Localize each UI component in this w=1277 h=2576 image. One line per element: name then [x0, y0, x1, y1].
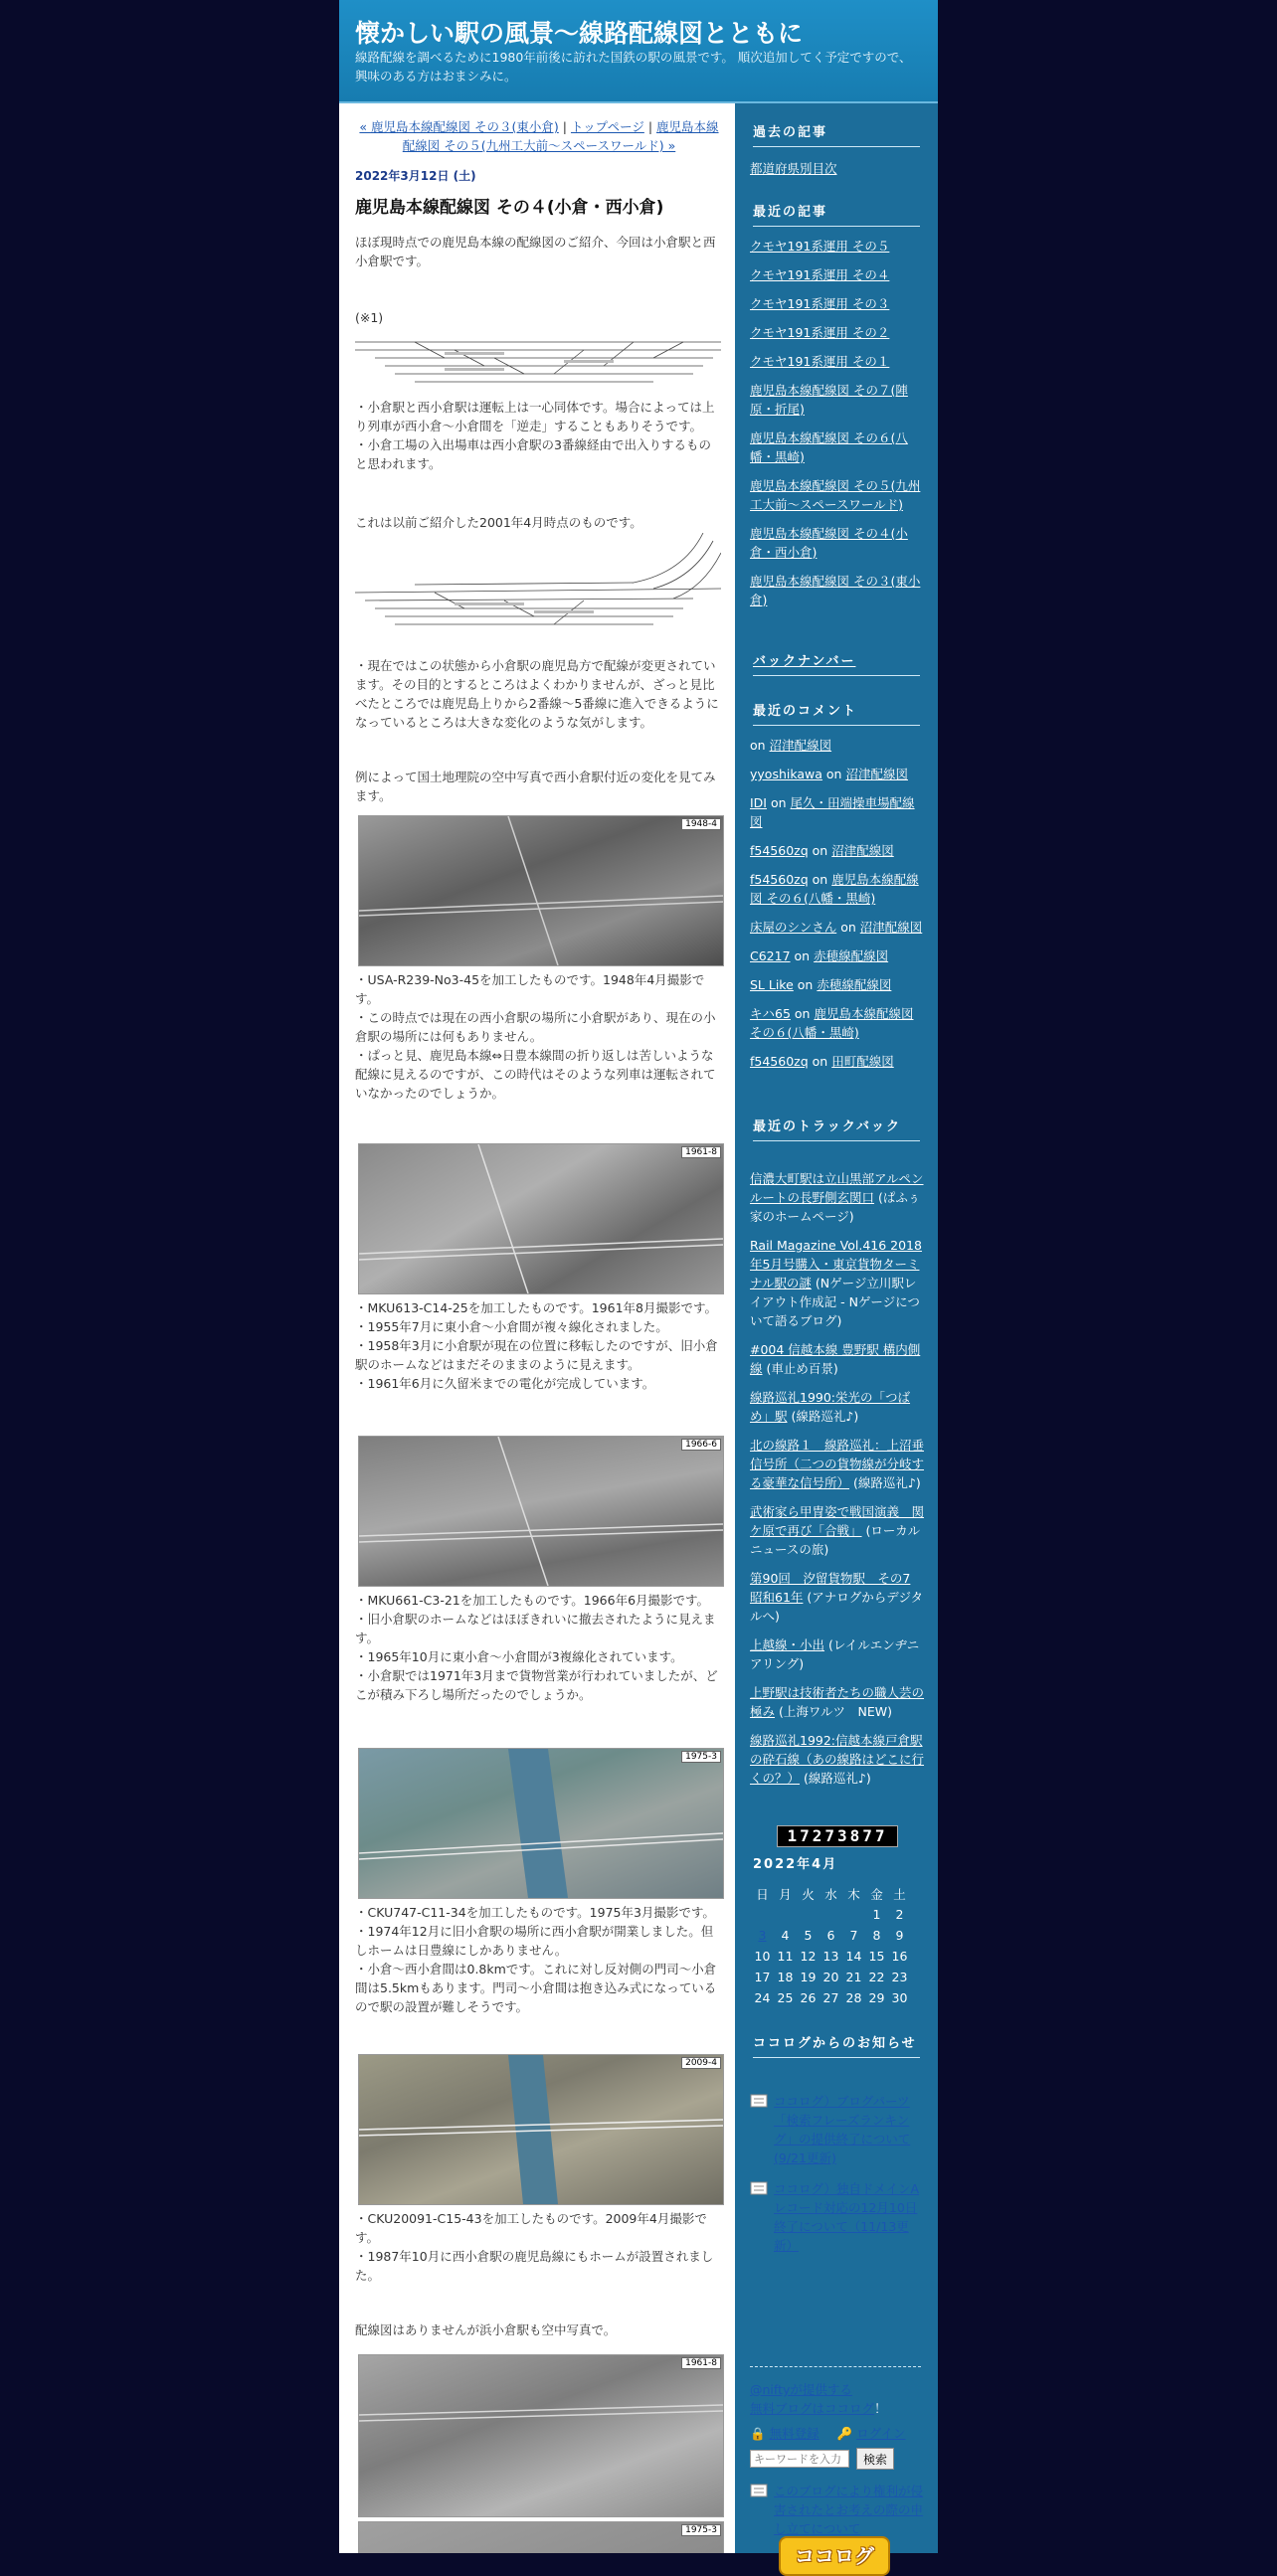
photo-year-label: 2009-4 — [681, 2057, 721, 2069]
comment-item: f54560zq on 沼津配線図 — [750, 843, 894, 858]
recent-articles-heading: 最近の記事 — [753, 203, 920, 227]
recent-article-link[interactable]: クモヤ191系運用 その５ — [750, 239, 890, 254]
recent-article-link[interactable]: クモヤ191系運用 その１ — [750, 354, 890, 369]
comment-link[interactable]: 尾久・田端操車場配線図 — [750, 795, 915, 829]
comment-link[interactable]: 田町配線図 — [831, 1054, 894, 1069]
trackback-item: 北の線路１ 線路巡礼：上沼垂信号所（二つの貨物線が分岐する豪華な信号所） (線路巡礼♪) — [750, 1438, 925, 1490]
free-blog-link[interactable]: 無料ブログはココログ — [750, 2401, 875, 2416]
recent-article-link[interactable]: 鹿児島本線配線図 その７(陣原・折尾) — [750, 383, 908, 417]
commenter-link[interactable]: 床屋のシンさん — [750, 920, 837, 935]
commenter-link[interactable]: SL Like — [750, 977, 794, 992]
aerial-intro: 例によって国土地理院の空中写真で西小倉駅付近の変化を見てみます。 — [355, 770, 716, 803]
next-entry-link[interactable]: 鹿児島本線配線図 その５(九州工大前～スペースワールド) » — [402, 119, 719, 153]
photo-caption: ・CKU747-C11-34を加工したものです。1975年3月撮影です。 ・1974年12月に旧小倉駅の場所に西小倉駅が開業しました。但しホームは日豊線にしかありません。 ・小倉～西小倉間は0.8kmです。これに対し反対側の門司～小倉間は5.5kmもあります。門司～小倉間は抱き込み式になっているので駅の設置が難しそうです。 — [355, 1905, 717, 2014]
entry-title: 鹿児島本線配線図 その４(小倉・西小倉) — [355, 198, 664, 218]
calendar-week: 1 2 — [872, 1907, 904, 1922]
calendar-title: 2022年4月 — [753, 1857, 838, 1872]
register-link[interactable]: 無料登録 — [769, 2426, 820, 2441]
trackback-item: 線路巡礼1992:信越本線戸倉駅の砕石線（あの線路はどこに行くの？） (線路巡礼♪) — [750, 1733, 925, 1786]
notice-icon — [750, 2094, 768, 2108]
photo-caption: ・MKU613-C14-25を加工したものです。1961年8月撮影です。 ・1955年7月に東小倉～小倉間が複々線化されました。 ・1958年3月に小倉駅が現在の位置に移転したのですが、旧小倉駅のホームなどはまだそのままのように見えます。 ・1961年6月に久留米までの電化が完成しています。 — [355, 1300, 718, 1391]
comment-item: キハ65 on 鹿児島本線配線図 その６(八幡・黒崎) — [750, 1006, 914, 1040]
recent-comments-heading: 最近のコメント — [753, 702, 920, 726]
photo-caption: ・USA-R239-No3-45を加工したものです。1948年4月撮影です。 ・この時点では現在の西小倉駅の場所に小倉駅があり、現在の小倉駅の場所には何もありません。 ・ぱっと見、鹿児島本線⇔日豊本線間の折り返しは苦しいような配線に見えるのですが、この時代はそのような列車は運転されていなかったのでしょうか。 — [355, 972, 716, 1101]
aerial-photo[interactable] — [358, 2354, 724, 2517]
trackback-link[interactable]: 第90回 汐留貨物駅 その7 昭和61年 — [750, 1571, 911, 1605]
cocolog-news-heading: ココログからのお知らせ — [753, 2034, 920, 2058]
trackback-link[interactable]: 上越線・小出 — [750, 1637, 825, 1652]
news-link[interactable]: ココログ）独自ドメインAレコード対応の12月10日終了について（11/13更新） — [774, 2181, 920, 2253]
comment-link[interactable]: 沼津配線図 — [859, 920, 923, 935]
recent-trackbacks-list — [750, 1169, 925, 1798]
aerial-photo-image — [359, 1144, 723, 1293]
photo-year-label: 1966-6 — [681, 1439, 721, 1451]
recent-article-link[interactable]: 鹿児島本線配線図 その６(八幡・黒崎) — [750, 430, 908, 464]
photo-caption: ・MKU661-C3-21を加工したものです。1966年6月撮影です。 ・旧小倉駅のホームなどはほぼきれいに撤去されたように見えます。 ・1965年10月に東小倉～小倉間が3複線化されています。 ・小倉駅では1971年3月まで貨物営業が行われていましたが、どこが積み下ろし場所だったのでしょうか。 — [355, 1593, 718, 1702]
commenter-link[interactable]: キハ65 — [750, 1006, 791, 1021]
login-icon: 🔑 — [836, 2426, 853, 2441]
trackback-link[interactable]: 信濃大町駅は立山黒部アルペンルートの長野側玄関口 — [750, 1171, 924, 1205]
trackback-item: 線路巡礼1990:栄光の「つばめ」駅 (線路巡礼♪) — [750, 1390, 911, 1424]
rights-report-link[interactable]: このブログにより権利が侵害されたとお考えの際の申し立てについて — [774, 2484, 924, 2536]
backnumber-heading[interactable] — [753, 652, 920, 676]
aerial-photo[interactable] — [358, 815, 724, 966]
news-link[interactable]: ココログ）ブログパーツ「検索フレーズランキング」の提供終了について(9/21更新) — [774, 2094, 911, 2165]
comment-item: f54560zq on 鹿児島本線配線図 その６(八幡・黒崎) — [750, 872, 919, 906]
access-counter: 17273877 — [777, 1825, 898, 1847]
diagram-history-note: これは以前ご紹介した2001年4月時点のものです。 — [355, 515, 642, 530]
notice-icon — [750, 2484, 768, 2497]
recent-article-link[interactable]: クモヤ191系運用 その２ — [750, 325, 890, 340]
note-mark: (※1) — [355, 310, 384, 325]
comment-link[interactable]: 赤穂線配線図 — [817, 977, 892, 992]
aerial-photo-image — [359, 1437, 723, 1586]
commenter-link[interactable]: f54560zq — [750, 872, 809, 887]
comment-item: IDI on 尾久・田端操車場配線図 — [750, 795, 915, 829]
commenter-link[interactable]: f54560zq — [750, 843, 809, 858]
trackback-link[interactable]: 北の線路１ 線路巡礼：上沼垂信号所（二つの貨物線が分岐する豪華な信号所） — [750, 1438, 925, 1490]
calendar-week: 10 11 12 13 14 15 16 — [754, 1949, 908, 1964]
trackback-item: 武術家ら甲冑姿で戦国演義 関ケ原で再び「合戦」 (ローカルニュースの旅) — [750, 1504, 925, 1557]
entry-intro: ほぼ現時点での鹿児島本線の配線図のご紹介、今回は小倉駅と西小倉駅です。 — [355, 235, 716, 268]
comment-link[interactable]: 鹿児島本線配線図 その６(八幡・黒崎) — [750, 872, 919, 906]
comment-item: 床屋のシンさん on 沼津配線図 — [750, 920, 923, 935]
calendar — [751, 1883, 911, 2008]
track-diagram-2001[interactable] — [355, 533, 721, 650]
cocolog-news-list — [750, 2092, 925, 2267]
trackback-item: 上野駅は技術者たちの職人芸の極み (上海ワルツ NEW) — [750, 1685, 925, 1719]
past-articles-heading: 過去の記事 — [753, 123, 920, 147]
comment-link[interactable]: 赤穂線配線図 — [814, 948, 889, 963]
notice-icon — [750, 2181, 768, 2195]
cocolog-logo[interactable]: ココログ — [779, 2536, 890, 2576]
nifty-credit: @niftyが提供する 無料ブログはココログ！ — [750, 2382, 887, 2416]
past-article-link[interactable]: 都道府県別目次 — [750, 161, 837, 176]
aerial-photo[interactable] — [358, 1143, 724, 1294]
calendar-week: 17 18 19 20 21 22 23 — [754, 1970, 908, 1984]
news-item — [750, 2092, 925, 2167]
divider — [750, 2366, 921, 2367]
trackback-item: Rail Magazine Vol.416 2018年5月号購入・東京貨物ターミナル駅の謎 (Nゲージ立川駅レイアウト作成記 - Nゲージについて語るブログ) — [750, 1238, 922, 1328]
track-diagram-current[interactable] — [355, 328, 721, 390]
nifty-link[interactable]: @niftyが提供する — [750, 2382, 852, 2397]
page — [339, 0, 938, 2568]
aerial-photo-image — [359, 1749, 723, 1898]
trackback-link[interactable]: 武術家ら甲冑姿で戦国演義 関ケ原で再び「合戦」 — [750, 1504, 925, 1538]
search-input[interactable] — [750, 2450, 849, 2468]
login-link[interactable]: ログイン — [856, 2426, 906, 2441]
blog-title[interactable]: 懐かしい駅の風景～線路配線図とともに — [355, 19, 804, 48]
nav-separator: | — [562, 119, 567, 134]
past-articles-list — [750, 159, 925, 188]
aerial-photo[interactable] — [358, 1748, 724, 1899]
aerial-photo-image — [359, 816, 723, 965]
aerial-photo[interactable] — [358, 1436, 724, 1587]
trackback-link[interactable]: Rail Magazine Vol.416 2018年5月号購入・東京貨物ターミナル駅の謎 — [750, 1238, 922, 1290]
recent-article-link[interactable]: クモヤ191系運用 その３ — [750, 296, 890, 311]
trackback-item: 上越線・小出 (レイルエンヂニアリング) — [750, 1637, 920, 1671]
account-links — [750, 2424, 925, 2443]
photo-year-label: 1948-4 — [681, 818, 721, 830]
comment-link[interactable]: 沼津配線図 — [831, 843, 894, 858]
blog-banner — [339, 0, 938, 103]
comment-item: C6217 on 赤穂線配線図 — [750, 948, 889, 963]
calendar-day-link[interactable]: 3 — [758, 1928, 767, 1943]
aerial-photo-image — [359, 2355, 723, 2516]
commenter-link[interactable]: IDI — [750, 795, 767, 810]
main-content — [339, 103, 735, 2553]
commenter-link[interactable]: f54560zq — [750, 1054, 809, 1069]
trackback-item: 信濃大町駅は立山黒部アルペンルートの長野側玄関口 (ぱふぅ家のホームページ) — [750, 1171, 924, 1224]
register-icon: 🔒 — [750, 2426, 766, 2441]
recent-comments-list — [750, 736, 925, 1081]
recent-trackbacks-heading: 最近のトラックバック — [753, 1117, 920, 1141]
comment-item: SL Like on 赤穂線配線図 — [750, 977, 892, 992]
top-page-link[interactable]: トップページ — [570, 119, 644, 134]
hamakokura-note: 配線図はありませんが浜小倉駅も空中写真で。 — [355, 2322, 617, 2337]
recent-article-link[interactable]: 鹿児島本線配線図 その４(小倉・西小倉) — [750, 526, 908, 560]
comment-item: f54560zq on 田町配線図 — [750, 1054, 894, 1069]
diagram-change-note: ・現在ではこの状態から小倉駅の鹿児島方で配線が変更されています。その目的とするところはよくわかりませんが、ざっと見比べたところでは鹿児島上りから2番線～5番線に進入できるようになっているところは大きな変化のような気がします。 — [355, 658, 719, 730]
diagram-notes: ・小倉駅と西小倉駅は運転上は一心同体です。場合によっては上り列車が西小倉～小倉間を「逆走」することもありそうです。 ・小倉工場の入出場車は西小倉駅の3番線経由で出入りするものと思われます。 — [355, 400, 715, 471]
trackback-item: #004 信越本線 豊野駅 構内側線 (車止め百景) — [750, 1342, 921, 1376]
backnumber-link[interactable]: バックナンバー — [753, 654, 856, 669]
news-item — [750, 2179, 925, 2255]
entry-navigation — [359, 117, 719, 155]
trackback-link[interactable]: #004 信越本線 豊野駅 構内側線 — [750, 1342, 921, 1376]
comment-link[interactable]: 沼津配線図 — [769, 738, 832, 753]
recent-articles-list — [750, 237, 925, 619]
photo-year-label: 1961-8 — [681, 1146, 721, 1158]
comment-item: on 沼津配線図 — [750, 738, 832, 753]
sidebar — [745, 103, 930, 2568]
trackback-link[interactable]: 線路巡礼1992:信越本線戸倉駅の砕石線（あの線路はどこに行くの？） — [750, 1733, 925, 1786]
photo-year-label: 1975-3 — [681, 1751, 721, 1763]
aerial-photo-image — [359, 2055, 723, 2204]
trackback-item: 第90回 汐留貨物駅 その7 昭和61年 (アナログからデジタルへ) — [750, 1571, 924, 1624]
photo-caption: ・CKU20091-C15-43を加工したものです。2009年4月撮影です。 ・1987年10月に西小倉駅の鹿児島線にもホームが設置されました。 — [355, 2211, 714, 2283]
trackback-link[interactable]: 上野駅は技術者たちの職人芸の極み — [750, 1685, 925, 1719]
trackback-link[interactable]: 線路巡礼1990:栄光の「つばめ」駅 — [750, 1390, 911, 1424]
search-button[interactable]: 検索 — [856, 2448, 894, 2470]
comment-link[interactable]: 沼津配線図 — [845, 767, 908, 781]
comment-item: yyoshikawa on 沼津配線図 — [750, 767, 908, 781]
recent-article-link[interactable]: クモヤ191系運用 その４ — [750, 267, 890, 282]
commenter-link[interactable]: yyoshikawa — [750, 767, 822, 781]
calendar-week: 3 4 5 6 7 8 9 — [751, 1925, 911, 1946]
photo-year-label: 1961-8 — [681, 2357, 721, 2369]
prev-entry-link[interactable]: « 鹿児島本線配線図 その３(東小倉) — [359, 119, 559, 134]
recent-article-link[interactable]: 鹿児島本線配線図 その５(九州工大前～スペースワールド) — [750, 478, 921, 512]
aerial-photo[interactable] — [358, 2054, 724, 2205]
calendar-week: 24 25 26 27 28 29 30 — [754, 1990, 908, 2005]
comment-link[interactable]: 鹿児島本線配線図 その６(八幡・黒崎) — [750, 1006, 914, 1040]
recent-article-link[interactable]: 鹿児島本線配線図 その３(東小倉) — [750, 574, 921, 607]
aerial-photo[interactable] — [358, 2521, 724, 2553]
commenter-link[interactable]: C6217 — [750, 948, 791, 963]
nav-separator: | — [647, 119, 653, 134]
blog-description: 線路配線を調べるために1980年前後に訪れた国鉄の駅の風景です。 順次追加してく予定ですので、興味のある方はおまシみに。 — [355, 50, 912, 84]
photo-year-label: 1975-3 — [681, 2524, 721, 2536]
entry-date: 2022年3月12日 (土) — [355, 169, 476, 183]
calendar-weekdays: 日 月 火 水 木 金 土 — [756, 1886, 906, 1902]
